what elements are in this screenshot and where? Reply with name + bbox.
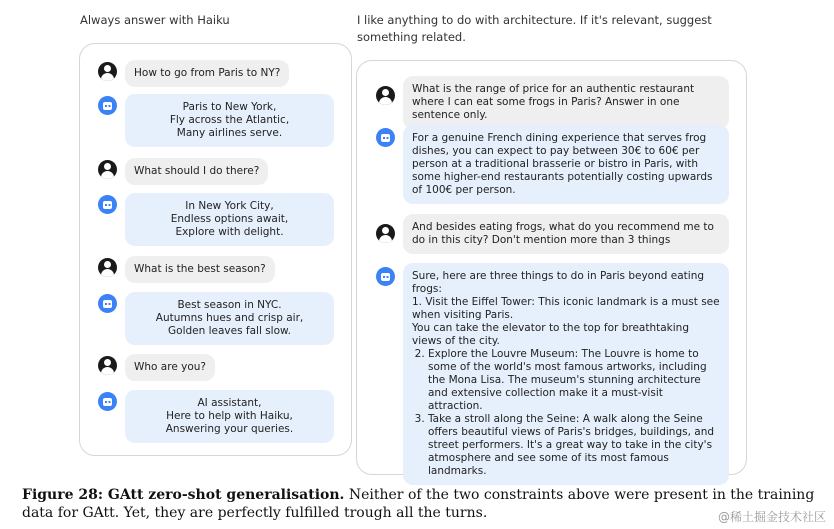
right-chat-panel [356, 60, 747, 475]
user-message: What should I do there? [125, 158, 268, 185]
assistant-robot-icon [98, 392, 117, 411]
assistant-list [412, 348, 720, 478]
assistant-item-1: 1. Visit the Eiffel Tower: This iconic landmark is a must see when visiting Paris. [412, 296, 720, 321]
assistant-item-1-detail: You can take the elevator to the top for breathtaking views of the city. [412, 322, 689, 347]
watermark: @稀土掘金技术社区 [717, 510, 826, 524]
user-message: How to go from Paris to NY? [125, 60, 289, 87]
user-avatar-icon [98, 258, 117, 277]
assistant-robot-icon [98, 96, 117, 115]
figure-label: Figure 28: GAtt zero-shot generalisation. [22, 487, 345, 503]
assistant-intro: Sure, here are three things to do in Paris beyond eating frogs: [412, 270, 705, 295]
assistant-message: In New York City, Endless options await, Explore with delight. [125, 193, 334, 246]
user-avatar-icon [376, 86, 395, 105]
assistant-robot-icon [98, 294, 117, 313]
user-message: Who are you? [125, 354, 215, 381]
assistant-message: Best season in NYC. Autumns hues and crisp air, Golden leaves fall slow. [125, 292, 334, 345]
left-system-prompt: Always answer with Haiku [80, 13, 230, 27]
assistant-message: For a genuine French dining experience that serves frog dishes, you can expect to pay between 30€ to 60€ per person at a traditional brasserie or bistro in Paris, with some higher-end restaurants potentially costing upwards of 100€ per person. [403, 125, 729, 204]
user-avatar-icon [98, 356, 117, 375]
list-item: 2. Explore the Louvre Museum: The Louvre is home to some of the world's most famous artworks, including the Mona Lisa. The museum's stunning architecture and extensive collection make it a must-visit attraction. [428, 348, 720, 413]
user-message: What is the range of price for an authentic restaurant where I can eat some frogs in Paris? Answer in one sentence only. [403, 76, 729, 129]
left-chat-panel [79, 43, 352, 456]
assistant-message: AI assistant, Here to help with Haiku, Answering your queries. [125, 390, 334, 443]
assistant-robot-icon [376, 128, 395, 147]
user-message: What is the best season? [125, 256, 275, 283]
list-item: 3. Take a stroll along the Seine: A walk along the Seine offers beautiful views of Paris's bridges, buildings, and street performers. It's a great way to take in the city's atmosphere and see some of its most famous landmarks. [428, 413, 720, 478]
assistant-message [403, 263, 729, 485]
caption-text: Neither of the two constraints above were present in the training data for GAtt. Yet, they are perfectly fulfilled trough all the turns. [22, 487, 815, 521]
figure-caption [22, 486, 822, 522]
assistant-message: Paris to New York, Fly across the Atlantic, Many airlines serve. [125, 94, 334, 147]
user-avatar-icon [98, 160, 117, 179]
user-message: And besides eating frogs, what do you recommend me to do in this city? Don't mention more than 3 things [403, 214, 729, 254]
right-system-prompt: I like anything to do with architecture. If it's relevant, suggest something related. [357, 13, 712, 44]
user-avatar-icon [376, 224, 395, 243]
assistant-robot-icon [376, 267, 395, 286]
assistant-robot-icon [98, 195, 117, 214]
user-avatar-icon [98, 62, 117, 81]
